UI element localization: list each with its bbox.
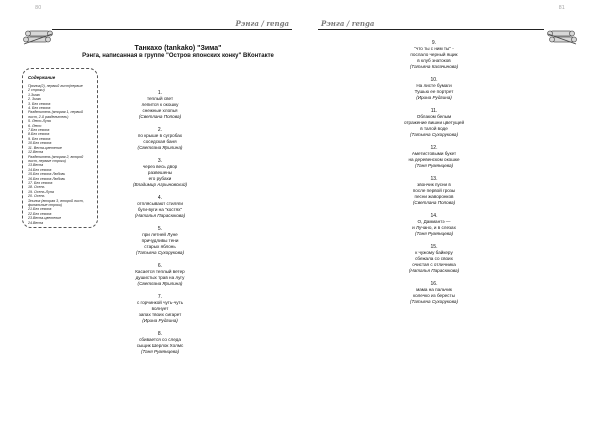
poem-number: 6. <box>157 263 163 269</box>
contents-item: 4. Без сезона <box>28 106 51 111</box>
poem-number: 12. <box>430 145 438 151</box>
contents-item: 5. Лето-Луна <box>28 119 51 124</box>
poem-line: старых яблонь <box>144 244 176 249</box>
poem-number: 4. <box>157 195 163 201</box>
poem-number: 13. <box>430 176 438 182</box>
contents-item: лист, первые строки) <box>28 158 66 163</box>
contents-item: Пролог(2), первый лист(первые <box>28 84 83 88</box>
poem-author: (Наталья Парасюкова) <box>408 268 460 273</box>
contents-item: 2. Зима <box>28 97 41 102</box>
poem-number: 8. <box>157 331 163 337</box>
contents-item: 6. Лето <box>28 123 42 128</box>
contents-item: 13.Весна <box>28 163 44 168</box>
contents-list <box>28 84 93 225</box>
poem-line: Аметистовыми букет <box>411 151 457 156</box>
poem-line: теплый свет <box>146 96 174 101</box>
poem-author: (Владимир Агрыновский) <box>132 182 188 187</box>
poem-line: сыщик Шерлок Холмс <box>136 343 184 348</box>
poem-number: 5. <box>157 226 163 232</box>
poem-stanza <box>382 108 486 138</box>
poem-stanza <box>382 244 486 274</box>
poem-author: (Татьяна Сухорукова) <box>409 299 458 304</box>
poem-line: сбивается со следа <box>139 337 181 342</box>
poem-line: На листе бумаги <box>416 83 452 88</box>
poem-stanza <box>108 263 212 287</box>
poem-author: (Таня Румянцева) <box>140 349 180 354</box>
contents-item: 14.Без сезона <box>28 167 52 172</box>
poem-stanza <box>382 213 486 237</box>
poem-stanza <box>382 281 486 305</box>
poem-line: развешены <box>147 170 173 175</box>
document-subtitle: Рэнга, написанная в группе "Остров японских конку" ВКонтакте <box>82 53 274 59</box>
poem-number: 11. <box>430 108 438 114</box>
contents-item: 10.Без сезона <box>28 141 52 146</box>
poem-stanza <box>108 195 212 219</box>
poem-line: лепится к окошку <box>141 102 179 107</box>
contents-item: 12.Весна <box>28 150 44 155</box>
scroll-ornament-icon <box>544 28 578 48</box>
poem-column-left <box>108 90 212 362</box>
page-header <box>52 18 292 32</box>
contents-item: 17. Без сезона <box>28 180 53 185</box>
poem-number: 10. <box>430 77 438 83</box>
right-page <box>300 0 600 424</box>
contents-item: 1.Зима <box>28 92 40 97</box>
poem-number: 2. <box>157 127 163 133</box>
poem-author: (Таня Румянцева) <box>414 163 454 168</box>
poem-line: послало черный ящик <box>410 52 458 57</box>
poem-line: при летней Луне <box>142 232 178 237</box>
poem-line: через весь двор <box>142 164 178 169</box>
contents-item: 19. Осень-Луна <box>28 189 54 194</box>
header-rule <box>318 29 544 30</box>
header-title: Рэнга / renga <box>318 19 377 28</box>
poem-author: (Светлана Попова) <box>412 200 456 205</box>
poem-number: 15. <box>430 244 438 250</box>
contents-box <box>22 68 98 228</box>
poem-author: (Светлана Попова) <box>138 114 182 119</box>
poem-line: с горчинкой чуть-чуть <box>136 300 184 305</box>
poem-line: звончик пусни в <box>417 182 451 187</box>
poem-stanza <box>108 158 212 188</box>
contents-item: финальные строки) <box>28 202 63 207</box>
contents-item: 9. Без сезона <box>28 136 51 141</box>
poem-stanza <box>382 40 486 70</box>
poem-author: (Татьяна Сухорукова) <box>409 132 458 137</box>
poem-stanza <box>382 77 486 101</box>
poem-stanza <box>382 176 486 206</box>
poem-number: 3. <box>157 158 163 164</box>
contents-item: Разделитель (вторая 2, второй <box>28 154 84 159</box>
poem-line: буги-вуги на "костях" <box>137 207 183 212</box>
contents-item: 2 строки) <box>28 88 45 93</box>
contents-item: 23.Весна-цветение <box>28 216 62 221</box>
header-rule <box>52 29 292 30</box>
poem-line: причудливы тени <box>141 238 179 243</box>
poem-number: 1. <box>157 90 163 96</box>
poem-line: к чужому байкеру <box>415 250 453 255</box>
poem-author: (Ирина Рудгина) <box>142 318 178 323</box>
contents-item: 24.Весна <box>28 220 44 225</box>
poem-line: по крыше в сугробах <box>137 133 183 138</box>
page-number: 81 <box>558 5 565 11</box>
page-header <box>318 18 544 32</box>
contents-item: 11. Весна-цветение <box>28 145 62 150</box>
contents-item: 8.Без сезона <box>28 132 50 137</box>
poem-author: (Светлана Ярилина) <box>137 145 183 150</box>
poem-author: (Татьяна Сухорукова) <box>135 250 184 255</box>
poem-line: "что ты с ним ты" - <box>414 46 454 51</box>
contents-item: 16.Без сезона Любовь <box>28 176 66 181</box>
poem-stanza <box>108 90 212 120</box>
poem-line: его рубахи <box>148 176 172 181</box>
poem-author: (Ирина Рудгина) <box>416 95 452 100</box>
poem-line: волнует <box>151 306 169 311</box>
poem-number: 7. <box>157 294 163 300</box>
poem-line: в клуб знатоков <box>417 58 451 63</box>
poem-number: 9. <box>431 40 437 46</box>
poem-number: 16. <box>430 281 438 287</box>
poem-number: 14. <box>430 213 438 219</box>
poem-line: сбежала со своих <box>415 256 453 261</box>
poem-line: снежные хлопья <box>142 108 178 113</box>
poem-line: отражение вишни цветущей <box>403 120 465 125</box>
poem-author: (Светлана Ярилина) <box>137 281 183 286</box>
contents-item: 21.Без сезона <box>28 207 52 212</box>
poem-line: запах твоих сигарет <box>138 312 182 317</box>
poem-stanza <box>108 127 212 151</box>
poem-line: душистых трав на лугу <box>135 275 185 280</box>
contents-item: 20. Осень <box>28 194 45 199</box>
poem-stanza <box>108 331 212 355</box>
contents-item: Разделитель (вторая 1, первый <box>28 110 84 115</box>
document-title: Танкахо (tankako) "Зима" <box>134 45 222 52</box>
poem-line: Тушью ее портрет <box>414 89 454 94</box>
poem-line: мама на пальчик <box>416 287 452 292</box>
poem-line: Касается теплый ветер <box>135 269 185 274</box>
poem-line: О, Дамиантэ — <box>417 219 451 224</box>
header-title: Рэнга / renga <box>233 19 292 28</box>
contents-item: 22.Без сезона <box>28 211 52 216</box>
poem-author: (Наталья Парасюкова) <box>134 213 186 218</box>
poem-line: колечко из бересты <box>413 293 455 298</box>
poem-stanza <box>108 294 212 324</box>
poem-line: соседская баня <box>143 139 177 144</box>
poem-line: после первой грозы <box>412 188 456 193</box>
poem-column-right <box>382 40 486 312</box>
contents-item: 15.Без сезона Любовь <box>28 172 66 177</box>
contents-item: лист, 2-й разделитель) <box>28 114 69 119</box>
contents-title: Содержание <box>28 75 56 80</box>
poem-author: (Таня Румянцева) <box>414 231 454 236</box>
poem-line: песни жаворонков <box>414 194 454 199</box>
contents-item: 18. Осень <box>28 185 45 190</box>
poem-line: и Лучано, и в слезах <box>412 225 456 230</box>
contents-item: 7.Без сезона <box>28 128 50 133</box>
contents-item: 3. Без сезона <box>28 101 51 106</box>
poem-author: (Татьяна Калачинова) <box>409 64 459 69</box>
scroll-ornament-icon <box>22 28 56 48</box>
contents-item: Эпилог (вторая 3, второй лист, <box>28 198 84 203</box>
poem-line: очистая с отличника <box>412 262 456 267</box>
page-number: 80 <box>35 5 42 11</box>
poem-line: отплясывают стиляги <box>137 201 183 206</box>
poem-stanza <box>382 145 486 169</box>
poem-stanza <box>108 226 212 256</box>
poem-line: в талой воде <box>420 126 448 131</box>
poem-line: Облаком белым <box>416 114 452 119</box>
poem-line: на деревенском окошке <box>408 157 460 162</box>
